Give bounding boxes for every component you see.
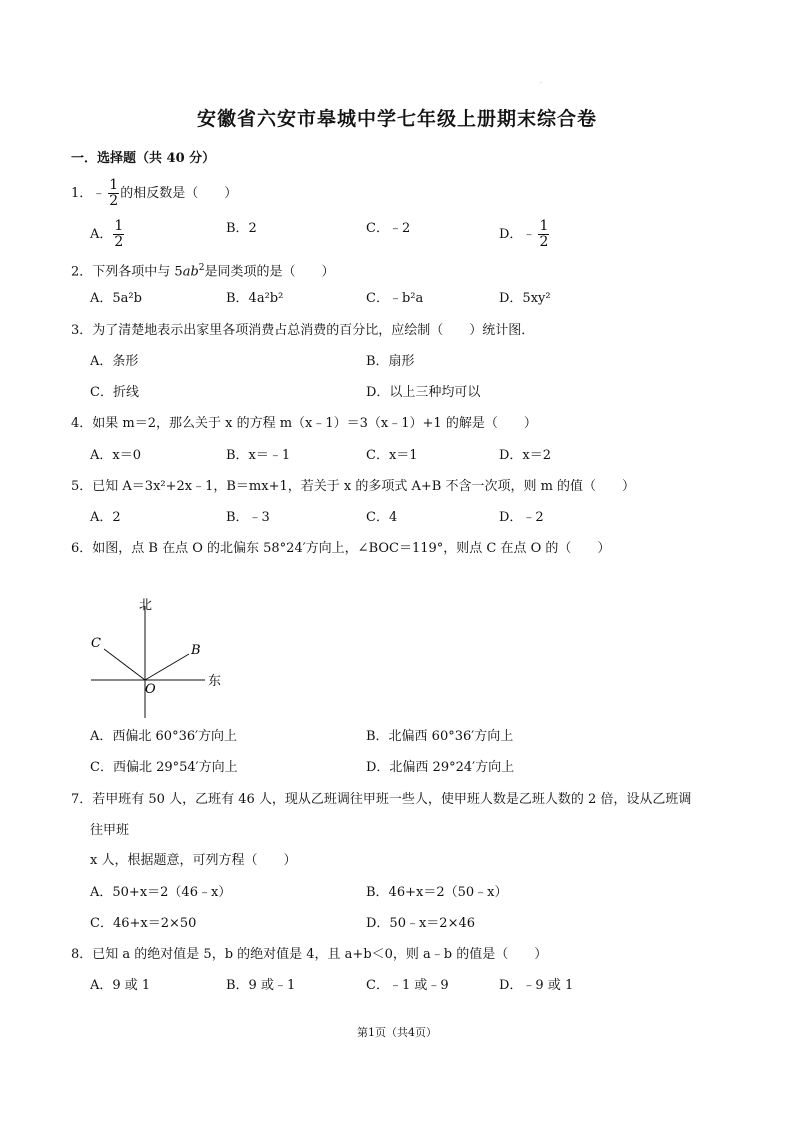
option-a: A．50+x＝2（46﹣x）: [90, 885, 232, 900]
question-3: 3．为了清楚地表示出家里各项消费占总消费的百分比，应绘制（ ）统计图．: [71, 323, 535, 338]
option-b: B．46+x＝2（50﹣x）: [366, 885, 508, 900]
option-d: D．﹣9 或 1: [499, 978, 574, 993]
question-number: 1．: [71, 186, 93, 201]
point-c-label: C: [91, 636, 101, 651]
option-a: [90, 219, 125, 250]
option-d: D．以上三种均可以: [366, 385, 481, 400]
ray-oc: [104, 649, 145, 680]
fraction-denominator: 2: [114, 234, 124, 250]
section-heading: 一．选择题（共 40 分）: [71, 151, 216, 166]
fraction-numerator: 1: [109, 177, 119, 193]
question-text: 的相反数是（ ）: [120, 186, 238, 201]
question-6: 6．如图，点 B 在点 O 的北偏东 58°24′方向上，∠BOC＝119°，则点 C 在点 O 的（ ）: [71, 541, 611, 556]
option-c: C．46+x＝2×50: [90, 916, 197, 931]
point-b-label: B: [191, 643, 201, 658]
option-b: B．2: [226, 221, 257, 236]
question-2: [71, 258, 335, 282]
option-b: B．扇形: [366, 354, 415, 369]
option-a: A．x＝0: [90, 448, 141, 463]
option-d: D．5xy²: [499, 291, 551, 306]
option-b: B．﹣3: [226, 510, 270, 525]
question-7-line-2: 往甲班: [90, 823, 130, 838]
fraction: [538, 219, 549, 250]
option-b: B．北偏西 60°36′方向上: [366, 729, 514, 744]
fraction-denominator: 2: [109, 193, 119, 209]
fraction: [108, 178, 119, 209]
scan-dot: ·: [540, 80, 542, 87]
option-a: A．9 或 1: [90, 978, 151, 993]
option-label: D．: [499, 227, 523, 242]
question-7-line-1: 7．若甲班有 50 人，乙班有 46 人，现从乙班调往甲班一些人，使甲班人数是乙班人数的 2 倍，设从乙班调: [71, 792, 692, 807]
east-label: 东: [208, 674, 222, 689]
page-footer: 第1页（共4页）: [357, 1026, 437, 1039]
option-c: C．﹣2: [366, 221, 411, 236]
math-variable: ab: [182, 264, 199, 280]
north-label: 北: [139, 598, 153, 613]
fraction: [113, 219, 124, 250]
option-a: A．西偏北 60°36′方向上: [90, 729, 238, 744]
minus-sign: ﹣: [92, 186, 106, 201]
option-c: C．折线: [90, 385, 139, 400]
option-d: D．﹣2: [499, 510, 544, 525]
page-title: 安徽省六安市皋城中学七年级上册期末综合卷: [196, 108, 597, 130]
option-b: B．x＝﹣1: [226, 448, 291, 463]
question-4: 4．如果 m＝2，那么关于 x 的方程 m（x﹣1）＝3（x﹣1）+1 的解是（ ）: [71, 416, 537, 431]
option-label: A．: [90, 227, 113, 242]
fraction-denominator: 2: [539, 234, 549, 250]
fraction-numerator: 1: [114, 218, 124, 234]
option-b: B．4a²b²: [226, 291, 284, 306]
fraction-numerator: 1: [539, 218, 549, 234]
option-c: C．西偏北 29°54′方向上: [90, 760, 238, 775]
option-a: A．2: [90, 510, 121, 525]
question-text: 是同类项的是（ ）: [204, 264, 335, 280]
option-d: D．x＝2: [499, 448, 552, 463]
minus-sign: ﹣: [522, 227, 536, 242]
superscript: 2: [198, 263, 205, 273]
option-d: [499, 219, 550, 250]
question-text: 2．下列各项中与 5: [71, 264, 183, 280]
question-5: 5．已知 A＝3x²+2x﹣1，B＝mx+1，若关于 x 的多项式 A+B 不含一次项，则 m 的值（ ）: [71, 479, 636, 494]
question-7-line-3: x 人，根据题意，可列方程（ ）: [90, 853, 297, 868]
option-c: C．﹣b²a: [366, 291, 424, 306]
option-a: A．5a²b: [90, 291, 142, 306]
point-o-label: O: [145, 682, 156, 697]
option-d: D．北偏西 29°24′方向上: [366, 760, 515, 775]
direction-diagram: [85, 592, 235, 722]
ray-ob: [145, 654, 189, 680]
option-a: A．条形: [90, 354, 139, 369]
option-c: C．4: [366, 510, 398, 525]
option-d: D．50﹣x＝2×46: [366, 916, 476, 931]
option-b: B．9 或﹣1: [226, 978, 296, 993]
question-8: 8．已知 a 的绝对值是 5，b 的绝对值是 4，且 a+b＜0，则 a﹣b 的值是（ ）: [71, 947, 548, 962]
option-c: C．﹣1 或﹣9: [366, 978, 449, 993]
question-1: [71, 178, 237, 209]
option-c: C．x＝1: [366, 448, 418, 463]
